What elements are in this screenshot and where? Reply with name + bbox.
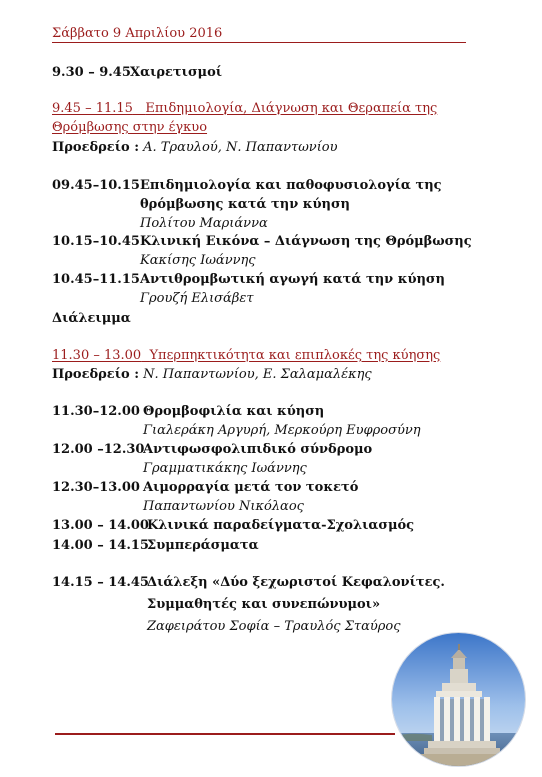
s2-talk5-title: Συμπεράσματα <box>147 538 259 553</box>
break-label: Διάλειμμα <box>52 311 131 326</box>
s2-talk2-title: Αντιφωσφολιπιδικό σύνδρομο <box>143 442 373 457</box>
lecture-title-line2: Συμμαθητές και συνεπώνυμοι» <box>147 597 381 612</box>
session2-time: 11.30 – 13.00 <box>52 348 142 363</box>
footer-rule <box>55 733 395 735</box>
lecture-time: 14.15 – 14.45 <box>52 575 149 590</box>
s1-talk2-time: 10.15–10.45 <box>52 234 140 249</box>
s2-talk4-title: Κλινικά παραδείγματα-Σχολιασμός <box>147 518 415 533</box>
s1-talk3-time: 10.45–11.15 <box>52 272 140 287</box>
s2-talk3-title: Αιμορραγία μετά τον τοκετό <box>143 480 359 495</box>
s2-talk1-title: Θρομβοφιλία και κύηση <box>143 404 325 419</box>
s2-talk3-speaker: Παπαντωνίου Νικόλαος <box>143 499 304 514</box>
header-rule <box>52 42 466 43</box>
session1-time: 9.45 – 11.15 <box>52 101 133 116</box>
s1-talk2-speaker: Κακίσης Ιωάννης <box>140 253 256 268</box>
s2-talk3-time: 12.30–13.00 <box>52 480 140 495</box>
s2-talk4-time: 13.00 – 14.00 <box>52 518 149 533</box>
session2-chairs-row <box>52 367 372 382</box>
s1-talk1-time: 09.45–10.15 <box>52 178 140 193</box>
session1-title-line2: Θρόμβωσης στην έγκυο <box>52 120 208 135</box>
session1-chairs: Α. Τραυλού, Ν. Παπαντωνίου <box>143 140 338 155</box>
welcome-time: 9.30 – 9.45 <box>52 65 131 80</box>
session2-chairs: Ν. Παπαντωνίου, Ε. Σαλαμαλέκης <box>143 367 372 382</box>
s2-talk2-time: 12.00 –12.30 <box>52 442 145 457</box>
lecture-speakers: Ζαφειράτου Σοφία – Τραυλός Σταύρος <box>147 619 401 634</box>
session2-heading <box>52 348 440 363</box>
session1-chairs-row <box>52 140 338 155</box>
s2-talk1-time: 11.30–12.00 <box>52 404 140 419</box>
s1-talk1-title-line1: Επιδημιολογία και παθοφυσιολογία της <box>140 178 442 193</box>
s2-talk1-speaker: Γιαλεράκη Αργυρή, Μερκούρη Ευφροσύνη <box>143 423 421 438</box>
lighthouse-illustration <box>392 633 525 766</box>
session1-heading-line1 <box>52 101 437 116</box>
s2-talk2-speaker: Γραμματικάκης Ιωάννης <box>143 461 307 476</box>
lighthouse-photo <box>392 633 525 766</box>
s1-talk2-title: Κλινική Εικόνα – Διάγνωση της Θρόμβωσης <box>140 234 472 249</box>
session2-chairs-label: Προεδρείο : <box>52 367 140 382</box>
s1-talk1-title-line2: θρόμβωσης κατά την κύηση <box>140 197 351 212</box>
s2-talk5-time: 14.00 – 14.15 <box>52 538 149 553</box>
welcome-title: Χαιρετισμοί <box>130 65 223 80</box>
s1-talk3-speaker: Γρουζή Ελισάβετ <box>140 291 254 306</box>
s1-talk3-title: Αντιθρομβωτική αγωγή κατά την κύηση <box>140 272 445 287</box>
session2-title: Υπερπηκτικότητα και επιπλοκές της κύησης <box>149 348 441 363</box>
session1-chairs-label: Προεδρείο : <box>52 140 140 155</box>
day-title: Σάββατο 9 Απριλίου 2016 <box>52 26 223 41</box>
lecture-title-line1: Διάλεξη «Δύο ξεχωριστοί Κεφαλονίτες. <box>147 575 445 590</box>
s1-talk1-speaker: Πολίτου Μαριάννα <box>140 216 268 231</box>
session1-title-line1: Επιδημιολογία, Διάγνωση και Θεραπεία της <box>145 101 438 116</box>
